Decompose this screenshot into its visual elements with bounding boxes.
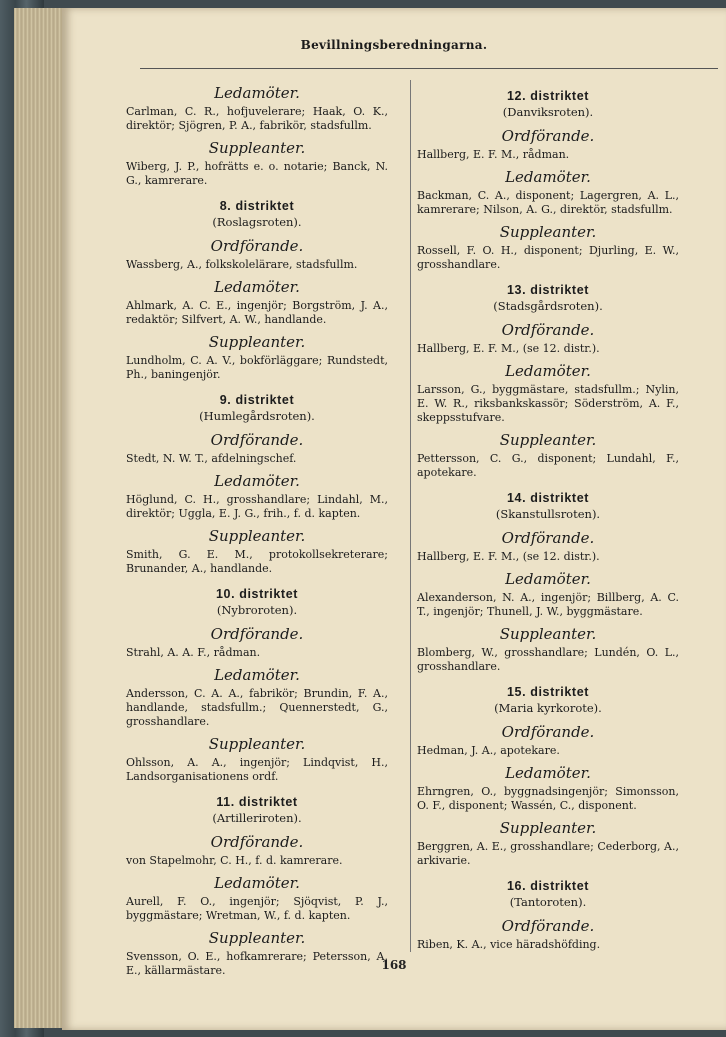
area-text: (Nybroroten).	[216, 603, 298, 617]
entry-text: Rossell, F. O. H., disponent; Djurling, E. W., grosshandlare.	[417, 244, 679, 271]
header-rule	[140, 68, 718, 69]
role-text: Ordförande.	[501, 321, 595, 339]
entry-text: Blomberg, W., grosshandlare; Lundén, O. L., grosshandlare.	[417, 646, 679, 673]
area-text: (Humlegårdsroten).	[199, 409, 315, 423]
role-text: Suppleanter.	[208, 735, 306, 753]
role-text: Suppleanter.	[208, 333, 306, 351]
role-text: Ordförande.	[501, 917, 595, 935]
district-text: 10. distriktet	[215, 587, 299, 601]
entry-text: Stedt, N. W. T., afdelningschef.	[126, 452, 297, 465]
district-text: 13. distriktet	[506, 283, 590, 297]
entry-text: Carlman, C. R., hofjuvelerare; Haak, O. K., direktör; Sjögren, P. A., fabrikör, stadsfullm.	[126, 105, 388, 132]
role-text: Suppleanter.	[499, 431, 597, 449]
role-text: Ordförande.	[501, 723, 595, 741]
entry-text: Wiberg, J. P., hofrätts e. o. notarie; Banck, N. G., kamrerare.	[126, 160, 388, 187]
entry-text: Ahlmark, A. C. E., ingenjör; Borgström, J. A., redaktör; Silfvert, A. W., handlande.	[126, 299, 388, 326]
area-text: (Roslagsroten).	[212, 215, 302, 229]
district-text: 8. distriktet	[219, 199, 295, 213]
district-text: 12. distriktet	[506, 89, 590, 103]
right-column	[417, 78, 679, 952]
entry-text: Larsson, G., byggmästare, stadsfullm.; Nylin, E. W. R., riksbankskassör; Söderström, A. F., skeppsstufvare.	[417, 383, 679, 424]
entry-text: Pettersson, C. G., disponent; Lundahl, F., apotekare.	[417, 452, 679, 479]
role-text: Ledamöter.	[214, 472, 300, 490]
role-text: Suppleanter.	[208, 929, 306, 947]
role-text: Ledamöter.	[505, 362, 591, 380]
role-text: Ledamöter.	[505, 570, 591, 588]
entry-text: Ohlsson, A. A., ingenjör; Lindqvist, H., Landsorganisationens ordf.	[126, 756, 388, 783]
role-text: Suppleanter.	[499, 625, 597, 643]
area-text: (Danviksroten).	[502, 105, 594, 119]
entry-text: Svensson, O. E., hofkamrerare; Petersson, A. E., källarmästare.	[126, 950, 388, 977]
running-header: Bevillningsberedningarna.	[300, 38, 488, 52]
entry-text: Hallberg, E. F. M., (se 12. distr.).	[417, 550, 600, 563]
district-text: 16. distriktet	[506, 879, 590, 893]
entry-text: Andersson, C. A. A., fabrikör; Brundin, F. A., handlande, stadsfullm.; Quennerstedt, G., grosshandlare.	[126, 687, 388, 728]
role-text: Ordförande.	[210, 237, 304, 255]
entry-text: Ehrngren, O., byggnadsingenjör; Simonsson, O. F., disponent; Wassén, C., disponent.	[417, 785, 679, 812]
entry-text: Aurell, F. O., ingenjör; Sjöqvist, P. J., byggmästare; Wretman, W., f. d. kapten.	[126, 895, 388, 922]
district-text: 11. distriktet	[216, 795, 298, 809]
role-text: Suppleanter.	[499, 819, 597, 837]
district-text: 14. distriktet	[506, 491, 590, 505]
role-text: Ledamöter.	[214, 666, 300, 684]
entry-text: Hallberg, E. F. M., rådman.	[417, 148, 570, 161]
role-text: Ledamöter.	[505, 764, 591, 782]
role-text: Suppleanter.	[208, 527, 306, 545]
entry-text: Hallberg, E. F. M., (se 12. distr.).	[417, 342, 600, 355]
entry-text: von Stapelmohr, C. H., f. d. kamrerare.	[126, 854, 343, 867]
area-text: (Tantoroten).	[509, 895, 587, 909]
entry-text: Backman, C. A., disponent; Lagergren, A. L., kamrerare; Nilson, A. G., direktör, stadsfullm.	[417, 189, 679, 216]
left-column	[126, 78, 388, 978]
role-text: Ordförande.	[501, 529, 595, 547]
role-text: Ledamöter.	[505, 168, 591, 186]
role-text: Ledamöter.	[214, 874, 300, 892]
role-text: Ordförande.	[501, 127, 595, 145]
entry-text: Strahl, A. A. F., rådman.	[126, 646, 261, 659]
area-text: (Skanstullsroten).	[495, 507, 601, 521]
entry-text: Wassberg, A., folkskolelärare, stadsfullm.	[126, 258, 358, 271]
role-text: Suppleanter.	[499, 223, 597, 241]
column-divider	[410, 80, 411, 952]
role-text: Ledamöter.	[214, 278, 300, 296]
area-text: (Maria kyrkorote).	[494, 701, 602, 715]
page-edges	[14, 8, 66, 1028]
entry-text: Alexanderson, N. A., ingenjör; Billberg, A. C. T., ingenjör; Thunell, J. W., byggmästare.	[417, 591, 679, 618]
entry-text: Hedman, J. A., apotekare.	[417, 744, 560, 757]
district-text: 9. distriktet	[219, 393, 295, 407]
role-text: Ordförande.	[210, 431, 304, 449]
role-text: Ordförande.	[210, 625, 304, 643]
role-text: Suppleanter.	[208, 139, 306, 157]
entry-text: Berggren, A. E., grosshandlare; Cederborg, A., arkivarie.	[417, 840, 679, 867]
page-number: 168	[381, 958, 407, 972]
role-text: Ordförande.	[210, 833, 304, 851]
area-text: (Artilleriroten).	[212, 811, 302, 825]
entry-text: Smith, G. E. M., protokollsekreterare; Brunander, A., handlande.	[126, 548, 388, 575]
book-page	[62, 8, 726, 1030]
entry-text: Lundholm, C. A. V., bokförläggare; Rundstedt, Ph., baningenjör.	[126, 354, 388, 381]
district-text: 15. distriktet	[506, 685, 590, 699]
role-text: Ledamöter.	[214, 84, 300, 102]
entry-text: Riben, K. A., vice häradshöfding.	[417, 938, 601, 951]
area-text: (Stadsgårdsroten).	[493, 299, 603, 313]
entry-text: Höglund, C. H., grosshandlare; Lindahl, M., direktör; Uggla, E. J. G., frih., f. d. kapten.	[126, 493, 388, 520]
